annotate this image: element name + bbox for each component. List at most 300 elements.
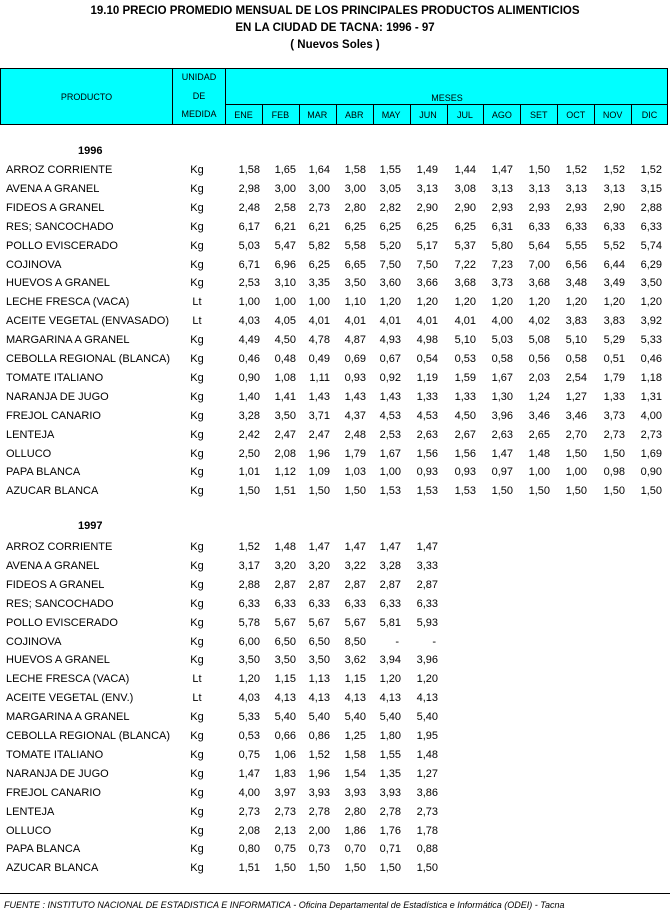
price-cell: 1,50 bbox=[308, 485, 330, 498]
header-product: PRODUCTO bbox=[60, 92, 113, 102]
price-cell: 4,13 bbox=[416, 692, 438, 705]
price-cell: 1,55 bbox=[379, 164, 401, 176]
price-cell: 6,33 bbox=[565, 220, 587, 233]
price-cell: 1,52 bbox=[238, 541, 260, 553]
price-cell: 3,96 bbox=[491, 409, 513, 422]
product-name: FIDEOS A GRANEL bbox=[6, 201, 105, 214]
price-cell: 3,50 bbox=[344, 277, 366, 290]
price-cell: 6,31 bbox=[491, 220, 513, 233]
price-cell: 1,20 bbox=[528, 296, 550, 309]
table-header bbox=[0, 68, 668, 125]
price-cell: 1,50 bbox=[379, 862, 401, 875]
price-cell: 4,49 bbox=[238, 334, 260, 347]
product-name: PAPA BLANCA bbox=[6, 466, 81, 479]
price-cell: 6,33 bbox=[238, 597, 260, 610]
price-cell: 5,52 bbox=[603, 239, 625, 252]
price-cell: 6,00 bbox=[238, 635, 260, 648]
product-name: ACEITE VEGETAL (ENVASADO) bbox=[6, 315, 169, 328]
price-cell: 2,73 bbox=[308, 201, 330, 214]
price-cell: 3,20 bbox=[274, 559, 296, 572]
price-cell: 2,73 bbox=[274, 805, 296, 818]
price-cell: 1,58 bbox=[344, 164, 366, 176]
price-cell: 1,00 bbox=[308, 296, 330, 309]
unit-of-measure: Lt bbox=[192, 673, 202, 686]
year-heading: 1996 bbox=[78, 145, 103, 157]
price-cell: 4,01 bbox=[379, 315, 401, 328]
price-cell: 1,50 bbox=[491, 485, 513, 498]
price-cell: 3,20 bbox=[308, 559, 330, 572]
price-cell: 3,50 bbox=[274, 409, 296, 422]
price-cell: 1,01 bbox=[238, 466, 260, 479]
price-cell: 6,56 bbox=[565, 258, 587, 271]
unit-of-measure: Kg bbox=[190, 748, 204, 761]
price-cell: 5,37 bbox=[454, 239, 476, 252]
price-cell: 3,15 bbox=[640, 182, 662, 195]
price-cell: 3,68 bbox=[528, 277, 550, 290]
price-cell: 1,50 bbox=[344, 862, 366, 875]
price-cell: 6,21 bbox=[308, 220, 330, 233]
footer-divider bbox=[0, 893, 670, 894]
price-cell: 3,00 bbox=[308, 182, 330, 195]
price-cell: 3,28 bbox=[379, 559, 401, 572]
price-cell: 3,97 bbox=[274, 786, 296, 799]
unit-of-measure: Lt bbox=[192, 692, 202, 705]
price-cell: 5,29 bbox=[603, 334, 625, 347]
unit-of-measure: Kg bbox=[190, 654, 204, 667]
price-cell: 3,17 bbox=[238, 559, 260, 572]
price-cell: 1,09 bbox=[308, 466, 330, 479]
unit-of-measure: Kg bbox=[190, 220, 204, 233]
price-cell: 1,67 bbox=[491, 371, 513, 384]
price-cell: 3,73 bbox=[603, 409, 625, 422]
product-name: LENTEJA bbox=[6, 805, 55, 818]
price-cell: 4,02 bbox=[528, 315, 550, 328]
product-name: OLLUCO bbox=[6, 824, 52, 837]
unit-of-measure: Kg bbox=[190, 541, 204, 553]
price-cell: 2,87 bbox=[379, 578, 401, 591]
table-subtitle: EN LA CIUDAD DE TACNA: 1996 - 97 bbox=[235, 22, 435, 34]
product-name: LENTEJA bbox=[6, 428, 55, 441]
price-cell: 0,66 bbox=[274, 730, 296, 742]
unit-of-measure: Kg bbox=[190, 786, 204, 799]
price-cell: 1,51 bbox=[238, 862, 260, 875]
price-cell: 5,81 bbox=[379, 616, 401, 629]
price-cell: 5,03 bbox=[491, 334, 513, 347]
price-cell: 1,50 bbox=[528, 164, 550, 176]
price-cell: 3,10 bbox=[274, 277, 296, 290]
price-cell: 1,27 bbox=[565, 390, 587, 403]
unit-of-measure: Kg bbox=[190, 164, 204, 176]
price-cell: 4,00 bbox=[640, 409, 662, 422]
price-cell: 2,42 bbox=[238, 428, 260, 441]
price-cell: 1,56 bbox=[416, 447, 438, 460]
price-cell: - bbox=[395, 635, 399, 648]
price-cell: 1,20 bbox=[238, 673, 260, 686]
price-cell: 6,25 bbox=[416, 220, 438, 233]
price-cell: 6,25 bbox=[344, 220, 366, 233]
unit-of-measure: Kg bbox=[190, 390, 204, 403]
price-cell: 0,93 bbox=[416, 466, 438, 479]
price-cell: 4,78 bbox=[308, 334, 330, 347]
price-cell: 1,78 bbox=[416, 824, 438, 837]
price-cell: 1,53 bbox=[416, 485, 438, 498]
unit-of-measure: Kg bbox=[190, 353, 204, 365]
price-cell: 4,37 bbox=[344, 409, 366, 422]
product-name: FIDEOS A GRANEL bbox=[6, 578, 105, 591]
price-cell: 5,03 bbox=[238, 239, 260, 252]
price-cell: 0,71 bbox=[379, 843, 401, 856]
unit-of-measure: Kg bbox=[190, 805, 204, 818]
price-cell: 1,86 bbox=[344, 824, 366, 837]
unit-of-measure: Kg bbox=[190, 597, 204, 610]
month-header: JUL bbox=[456, 110, 473, 120]
price-cell: 3,96 bbox=[416, 654, 438, 667]
price-cell: 1,19 bbox=[416, 371, 438, 384]
price-cell: 4,00 bbox=[491, 315, 513, 328]
product-name: ARROZ CORRIENTE bbox=[6, 164, 113, 176]
price-cell: 4,01 bbox=[454, 315, 476, 328]
product-name: FREJOL CANARIO bbox=[6, 409, 101, 422]
price-cell: 1,11 bbox=[309, 371, 330, 384]
price-cell: 2,50 bbox=[238, 447, 260, 460]
price-cell: 1,50 bbox=[565, 485, 587, 498]
unit-of-measure: Kg bbox=[190, 182, 204, 195]
price-cell: 5,82 bbox=[308, 239, 330, 252]
price-cell: 7,50 bbox=[379, 258, 401, 271]
price-cell: 5,40 bbox=[308, 711, 330, 724]
price-cell: 0,51 bbox=[603, 353, 625, 365]
product-name: OLLUCO bbox=[6, 447, 52, 460]
price-cell: 4,13 bbox=[308, 692, 330, 705]
price-cell: 1,50 bbox=[238, 485, 260, 498]
product-name: FREJOL CANARIO bbox=[6, 786, 101, 799]
price-cell: - bbox=[432, 635, 436, 648]
price-cell: 4,13 bbox=[274, 692, 296, 705]
price-cell: 1,50 bbox=[274, 862, 296, 875]
price-cell: 0,67 bbox=[379, 353, 401, 365]
product-name: NARANJA DE JUGO bbox=[6, 767, 109, 780]
product-name: POLLO EVISCERADO bbox=[6, 239, 118, 252]
product-name: COJINOVA bbox=[6, 258, 62, 271]
price-cell: 2,90 bbox=[603, 201, 625, 214]
price-cell: 6,21 bbox=[274, 220, 296, 233]
price-cell: 1,08 bbox=[274, 371, 296, 384]
price-cell: 0,97 bbox=[491, 466, 513, 479]
price-cell: 2,54 bbox=[565, 371, 587, 384]
price-cell: 3,93 bbox=[308, 786, 330, 799]
price-cell: 5,33 bbox=[640, 334, 662, 347]
price-cell: 1,65 bbox=[274, 164, 296, 176]
price-cell: 0,70 bbox=[344, 843, 366, 856]
price-cell: 4,03 bbox=[238, 315, 260, 328]
unit-of-measure: Kg bbox=[190, 239, 204, 252]
price-cell: 1,47 bbox=[308, 541, 330, 553]
price-cell: 1,55 bbox=[379, 748, 401, 761]
product-name: HUEVOS A GRANEL bbox=[6, 654, 110, 667]
price-cell: 1,20 bbox=[379, 673, 401, 686]
price-cell: 3,73 bbox=[491, 277, 513, 290]
price-cell: 5,64 bbox=[528, 239, 550, 252]
price-cell: 5,40 bbox=[416, 711, 438, 724]
price-cell: 1,56 bbox=[454, 447, 476, 460]
price-cell: 2,48 bbox=[238, 201, 260, 214]
price-cell: 1,69 bbox=[640, 447, 662, 460]
price-cell: 0,75 bbox=[274, 843, 296, 856]
price-cell: 1,50 bbox=[308, 862, 330, 875]
price-cell: 1,50 bbox=[603, 485, 625, 498]
month-header: NOV bbox=[602, 110, 623, 120]
table-title: 19.10 PRECIO PROMEDIO MENSUAL DE LOS PRINCIPALES PRODUCTOS ALIMENTICIOS bbox=[90, 5, 580, 17]
price-cell: 6,33 bbox=[640, 220, 662, 233]
price-cell: 1,03 bbox=[344, 466, 366, 479]
unit-of-measure: Kg bbox=[190, 334, 204, 347]
price-cell: 6,29 bbox=[640, 258, 662, 271]
price-cell: 1,52 bbox=[308, 748, 330, 761]
unit-of-measure: Kg bbox=[190, 371, 204, 384]
price-cell: 3,83 bbox=[603, 315, 625, 328]
unit-of-measure: Kg bbox=[190, 730, 204, 742]
price-cell: 1,44 bbox=[454, 164, 476, 176]
price-cell: 1,50 bbox=[416, 862, 438, 875]
product-name: AZUCAR BLANCA bbox=[6, 862, 99, 875]
price-cell: 6,50 bbox=[308, 635, 330, 648]
price-cell: 1,95 bbox=[416, 730, 438, 742]
price-cell: 2,93 bbox=[565, 201, 587, 214]
month-header: MAR bbox=[307, 110, 328, 120]
price-cell: 3,08 bbox=[454, 182, 476, 195]
price-cell: 0,69 bbox=[344, 353, 366, 365]
unit-of-measure: Kg bbox=[190, 559, 204, 572]
price-cell: 2,70 bbox=[565, 428, 587, 441]
price-cell: 3,83 bbox=[565, 315, 587, 328]
unit-of-measure: Kg bbox=[190, 447, 204, 460]
price-cell: 5,55 bbox=[565, 239, 587, 252]
header-unit-line3: MEDIDA bbox=[181, 109, 217, 119]
price-cell: 6,17 bbox=[238, 220, 260, 233]
price-cell: 2,47 bbox=[308, 428, 330, 441]
price-cell: 3,46 bbox=[565, 409, 587, 422]
price-cell: 4,98 bbox=[416, 334, 438, 347]
product-name: LECHE FRESCA (VACA) bbox=[6, 296, 130, 309]
price-cell: 2,00 bbox=[308, 824, 330, 837]
price-cell: 2,78 bbox=[308, 805, 330, 818]
price-cell: 1,12 bbox=[274, 466, 296, 479]
price-cell: 1,15 bbox=[274, 673, 296, 686]
price-cell: 1,43 bbox=[344, 390, 366, 403]
header-unit-line2: DE bbox=[192, 91, 206, 101]
price-cell: 0,88 bbox=[416, 843, 438, 856]
unit-of-measure: Kg bbox=[190, 277, 204, 290]
unit-of-measure: Kg bbox=[190, 711, 204, 724]
price-cell: 3,93 bbox=[344, 786, 366, 799]
price-cell: 1,41 bbox=[274, 390, 296, 403]
price-cell: 5,67 bbox=[308, 616, 330, 629]
price-cell: 2,87 bbox=[274, 578, 296, 591]
price-cell: 1,80 bbox=[379, 730, 401, 742]
price-cell: 1,52 bbox=[565, 164, 587, 176]
price-cell: 3,33 bbox=[416, 559, 438, 572]
unit-of-measure: Kg bbox=[190, 258, 204, 271]
price-cell: 1,47 bbox=[238, 767, 260, 780]
price-cell: 2,53 bbox=[379, 428, 401, 441]
price-cell: 3,60 bbox=[379, 277, 401, 290]
price-cell: 1,00 bbox=[274, 296, 296, 309]
price-cell: 1,20 bbox=[416, 673, 438, 686]
month-header: ENE bbox=[234, 110, 253, 120]
price-cell: 2,73 bbox=[416, 805, 438, 818]
price-cell: 0,90 bbox=[640, 466, 662, 479]
price-cell: 2,82 bbox=[379, 201, 401, 214]
product-name: AZUCAR BLANCA bbox=[6, 485, 99, 498]
price-cell: 6,33 bbox=[528, 220, 550, 233]
price-cell: 1,47 bbox=[491, 447, 513, 460]
price-cell: 2,73 bbox=[238, 805, 260, 818]
price-cell: 1,49 bbox=[416, 164, 438, 176]
header-unit bbox=[173, 72, 225, 120]
unit-of-measure: Kg bbox=[190, 466, 204, 479]
price-cell: 3,71 bbox=[308, 409, 330, 422]
price-cell: 1,43 bbox=[308, 390, 330, 403]
price-cell: 3,49 bbox=[603, 277, 625, 290]
price-cell: 5,67 bbox=[344, 616, 366, 629]
price-cell: 3,13 bbox=[565, 182, 587, 195]
price-cell: 1,96 bbox=[308, 447, 330, 460]
unit-of-measure: Lt bbox=[192, 315, 202, 328]
month-header: FEB bbox=[271, 110, 290, 120]
product-name: RES; SANCOCHADO bbox=[6, 597, 114, 610]
price-cell: 3,50 bbox=[238, 654, 260, 667]
price-cell: 2,88 bbox=[640, 201, 662, 214]
price-cell: 2,47 bbox=[274, 428, 296, 441]
price-cell: 1,27 bbox=[416, 767, 438, 780]
price-cell: 5,40 bbox=[344, 711, 366, 724]
price-cell: 1,79 bbox=[603, 371, 625, 384]
price-cell: 4,13 bbox=[379, 692, 401, 705]
price-cell: 1,20 bbox=[640, 296, 662, 309]
unit-of-measure: Kg bbox=[190, 409, 204, 422]
price-cell: 1,48 bbox=[528, 447, 550, 460]
price-cell: 1,13 bbox=[308, 673, 330, 686]
price-cell: 0,46 bbox=[238, 353, 260, 365]
product-name: AVENA A GRANEL bbox=[6, 559, 100, 572]
month-header: ABR bbox=[344, 110, 364, 120]
price-cell: 7,22 bbox=[454, 258, 476, 271]
unit-of-measure: Lt bbox=[192, 296, 202, 309]
price-cell: 2,93 bbox=[528, 201, 550, 214]
price-cell: 2,13 bbox=[274, 824, 296, 837]
price-cell: 6,33 bbox=[274, 597, 296, 610]
price-cell: 7,23 bbox=[491, 258, 513, 271]
price-cell: 2,87 bbox=[308, 578, 330, 591]
price-cell: 6,33 bbox=[603, 220, 625, 233]
source-footnote: FUENTE : INSTITUTO NACIONAL DE ESTADISTICA E INFORMATICA - Oficina Departamental de Estadística e Informática (ODEI) - Tacna bbox=[4, 900, 565, 910]
price-cell: 2,73 bbox=[603, 428, 625, 441]
product-name: AVENA A GRANEL bbox=[6, 182, 100, 195]
currency-note: ( Nuevos Soles ) bbox=[290, 39, 380, 51]
price-cell: 1,30 bbox=[491, 390, 513, 403]
price-cell: 1,20 bbox=[565, 296, 587, 309]
price-cell: 4,87 bbox=[344, 334, 366, 347]
header-unit-line1: UNIDAD bbox=[181, 72, 217, 82]
price-cell: 1,33 bbox=[454, 390, 476, 403]
price-cell: 1,83 bbox=[274, 767, 296, 780]
price-cell: 3,46 bbox=[528, 409, 550, 422]
price-cell: 2,63 bbox=[416, 428, 438, 441]
price-cell: 6,33 bbox=[379, 597, 401, 610]
product-name: ARROZ CORRIENTE bbox=[6, 541, 113, 553]
product-name: COJINOVA bbox=[6, 635, 62, 648]
price-cell: 0,86 bbox=[308, 730, 330, 742]
price-cell: 2,98 bbox=[238, 182, 260, 195]
unit-of-measure: Kg bbox=[190, 428, 204, 441]
price-cell: 5,93 bbox=[416, 616, 438, 629]
price-cell: 2,78 bbox=[379, 805, 401, 818]
price-cell: 6,96 bbox=[274, 258, 296, 271]
price-cell: 3,50 bbox=[308, 654, 330, 667]
product-name: TOMATE ITALIANO bbox=[6, 371, 104, 384]
price-cell: 1,64 bbox=[308, 164, 330, 176]
price-cell: 7,00 bbox=[528, 258, 550, 271]
price-cell: 5,10 bbox=[454, 334, 476, 347]
price-cell: 3,94 bbox=[379, 654, 401, 667]
price-cell: 3,50 bbox=[274, 654, 296, 667]
price-cell: 3,13 bbox=[603, 182, 625, 195]
year-heading: 1997 bbox=[78, 520, 103, 532]
price-cell: 1,59 bbox=[454, 371, 476, 384]
price-cell: 2,90 bbox=[416, 201, 438, 214]
price-cell: 1,50 bbox=[640, 485, 662, 498]
price-cell: 6,33 bbox=[344, 597, 366, 610]
price-cell: 1,20 bbox=[416, 296, 438, 309]
price-cell: 0,98 bbox=[603, 466, 625, 479]
price-cell: 6,25 bbox=[454, 220, 476, 233]
price-cell: 0,58 bbox=[565, 353, 587, 365]
price-cell: 0,75 bbox=[238, 748, 260, 761]
price-cell: 3,93 bbox=[379, 786, 401, 799]
price-cell: 6,71 bbox=[238, 258, 260, 271]
price-cell: 2,03 bbox=[528, 371, 550, 384]
price-cell: 6,44 bbox=[603, 258, 625, 271]
price-cell: 1,76 bbox=[379, 824, 401, 837]
price-cell: 2,48 bbox=[344, 428, 366, 441]
price-cell: 0,58 bbox=[491, 353, 513, 365]
price-cell: 1,51 bbox=[274, 485, 296, 498]
price-cell: 1,00 bbox=[528, 466, 550, 479]
price-cell: 5,10 bbox=[565, 334, 587, 347]
price-cell: 0,92 bbox=[379, 371, 401, 384]
price-cell: 3,13 bbox=[528, 182, 550, 195]
month-header: MAY bbox=[381, 110, 401, 120]
price-cell: 1,40 bbox=[238, 390, 260, 403]
price-cell: 5,40 bbox=[379, 711, 401, 724]
price-cell: 1,50 bbox=[344, 485, 366, 498]
price-cell: 0,49 bbox=[308, 353, 330, 365]
price-cell: 7,50 bbox=[416, 258, 438, 271]
price-cell: 1,47 bbox=[379, 541, 401, 553]
price-cell: 8,50 bbox=[344, 635, 366, 648]
price-cell: 0,46 bbox=[640, 353, 662, 365]
price-cell: 4,93 bbox=[379, 334, 401, 347]
price-cell: 2,88 bbox=[238, 578, 260, 591]
price-cell: 1,18 bbox=[640, 371, 662, 384]
unit-of-measure: Kg bbox=[190, 201, 204, 214]
price-cell: 4,05 bbox=[274, 315, 296, 328]
price-cell: 1,33 bbox=[603, 390, 625, 403]
price-cell: 6,25 bbox=[308, 258, 330, 271]
price-cell: 1,15 bbox=[344, 673, 366, 686]
product-name: HUEVOS A GRANEL bbox=[6, 277, 110, 290]
price-cell: 3,05 bbox=[379, 182, 401, 195]
